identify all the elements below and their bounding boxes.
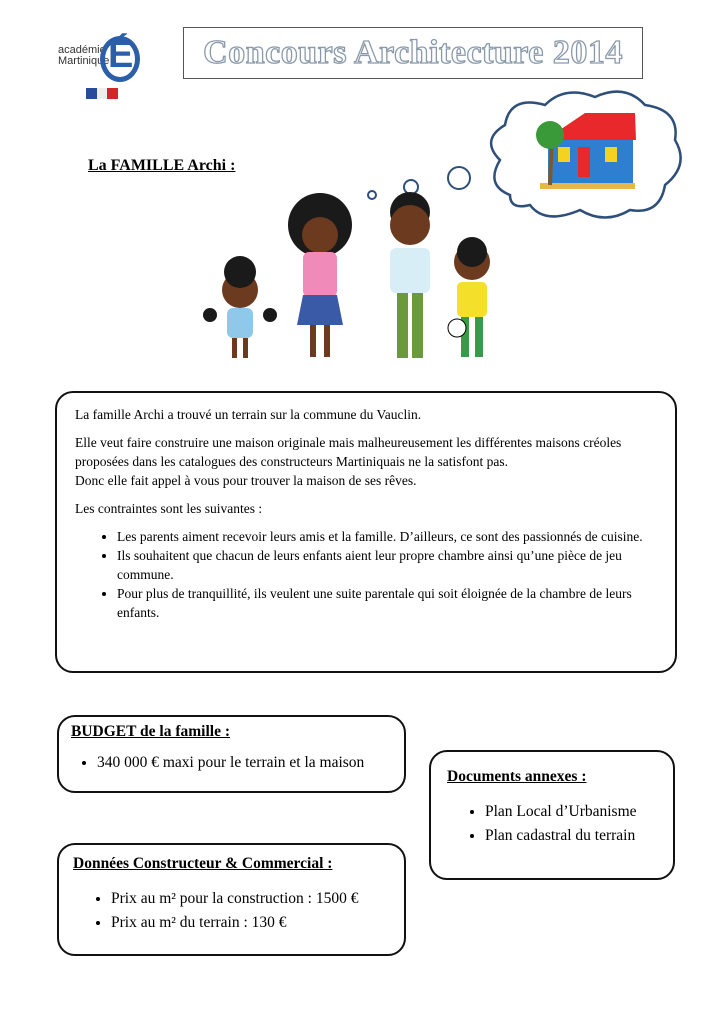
mother-figure <box>288 193 352 357</box>
girl-figure <box>203 256 277 358</box>
list-item: • Ils souhaitent que chacun de leurs enfants aient leur propre chambre ainsi qu’une pièce de jeu commune. <box>117 546 657 584</box>
logo-line2: Martinique <box>58 55 110 67</box>
family-heading: La FAMILLE Archi : <box>88 157 236 174</box>
page-title: Concours Architecture 2014 <box>203 34 623 71</box>
budget-heading: BUDGET de la famille : <box>71 723 231 740</box>
documents-box <box>429 750 675 880</box>
list-item: • Plan Local d’Urbanisme <box>485 800 657 824</box>
family-illustration <box>195 190 505 370</box>
academie-logo <box>58 28 148 108</box>
list-item: • Plan cadastral du terrain <box>485 824 657 848</box>
list-item: • Prix au m² du terrain : 130 € <box>111 911 390 935</box>
intro-paragraph-1: La famille Archi a trouvé un terrain sur la commune du Vauclin. <box>75 407 422 422</box>
list-item: • Prix au m² pour la construction : 1500 € <box>111 887 390 911</box>
french-flag-icon <box>86 88 118 99</box>
budget-box <box>57 715 406 793</box>
list-item: • Les parents aiment recevoir leurs amis et la famille. D’ailleurs, ce sont des passionnés de cuisine. <box>117 527 657 546</box>
title-box <box>183 27 643 79</box>
logo-line1: académie <box>58 44 106 56</box>
constraints-intro: Les contraintes sont les suivantes : <box>75 501 263 516</box>
donnees-box <box>57 843 406 956</box>
list-item: • 340 000 € maxi pour le terrain et la maison <box>97 751 392 775</box>
constraints-list <box>75 527 657 622</box>
description-box <box>55 391 677 673</box>
intro-paragraph-2: Elle veut faire construire une maison originale mais malheureusement les différentes maisons créoles proposées dans les catalogues des constructeurs Martiniquais ne la satisfont pas. <box>75 435 622 469</box>
intro-paragraph-3: Donc elle fait appel à vous pour trouver la maison de ses rêves. <box>75 473 417 488</box>
donnees-heading: Données Constructeur & Commercial : <box>73 855 333 872</box>
logo-letter: É <box>108 34 134 76</box>
boy-figure <box>448 237 490 357</box>
father-figure <box>390 192 430 358</box>
list-item: • Pour plus de tranquillité, ils veulent une suite parentale qui soit éloignée de la chambre de leurs enfants. <box>117 584 657 622</box>
documents-heading: Documents annexes : <box>447 768 587 785</box>
